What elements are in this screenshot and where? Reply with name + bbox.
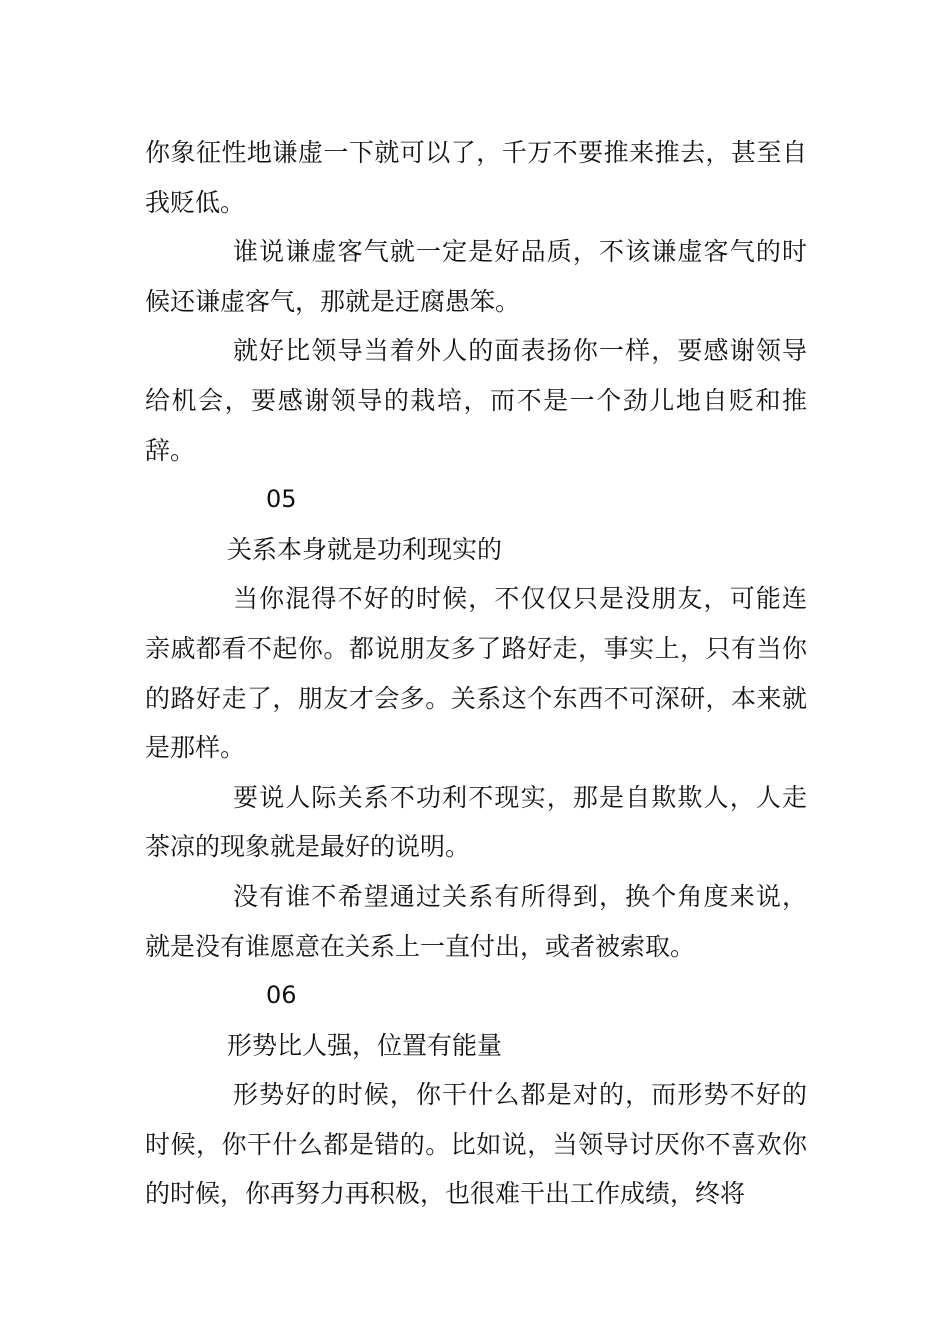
paragraph: 要说人际关系不功利不现实，那是自欺欺人，人走茶凉的现象就是最好的说明。 [145,782,807,862]
section-number: 05 [266,485,297,514]
paragraph: 当你混得不好的时候，不仅仅只是没朋友，可能连亲戚都看不起你。都说朋友多了路好走，事实上，只有当你的路好走了，朋友才会多。关系这个东西不可深研，本来就是那样。 [145,584,807,763]
paragraph-continuation: 你象征性地谦虚一下就可以了，千万不要推来推去，甚至自我贬低。 [145,138,807,217]
paragraph: 谁说谦虚客气就一定是好品质，不该谦虚客气的时候还谦虚客气，那就是迂腐愚笨。 [145,237,807,316]
section-heading: 关系本身就是功利现实的 [227,534,503,564]
document-body [145,128,807,1219]
paragraph: 就好比领导当着外人的面表扬你一样，要感谢领导给机会，要感谢领导的栽培，而不是一个劲儿地自贬和推辞。 [145,336,807,465]
section-number: 06 [266,981,297,1010]
paragraph: 形势好的时候，你干什么都是对的，而形势不好的时候，你干什么都是错的。比如说，当领导讨厌你不喜欢你的时候，你再努力再积极，也很难干出工作成绩，终将 [145,1080,807,1209]
paragraph: 没有谁不希望通过关系有所得到，换个角度来说，就是没有谁愿意在关系上一直付出，或者被索取。 [145,881,807,961]
section-heading: 形势比人强，位置有能量 [227,1030,503,1060]
